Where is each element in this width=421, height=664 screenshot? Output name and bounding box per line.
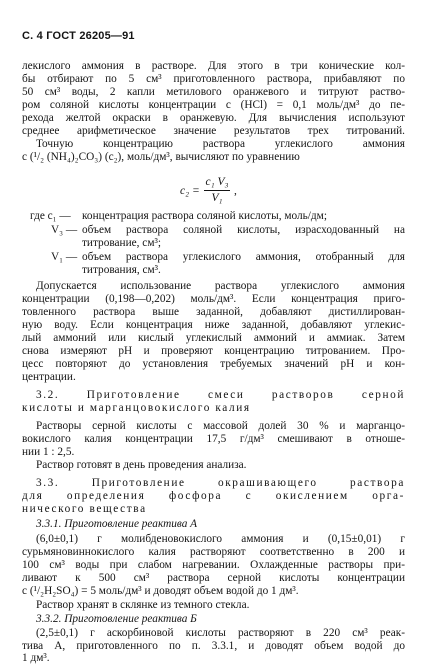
section-heading-3-2: 3.2. Приготовление смеси растворов серной <box>36 389 405 401</box>
page-header: С. 4 ГОСТ 26205—91 <box>22 30 135 42</box>
definition-label: V₃ — <box>51 224 78 236</box>
definition-label: где c₁ — <box>30 210 71 222</box>
definition-text: концентрация раствора соляной кислоты, моль/дм; <box>82 210 327 222</box>
text-line: рехода желтой окраски в оранжевую. Для вычисления используют <box>22 112 405 124</box>
text-line: вокислого калия концентрации 17,5 г/дм³ смешивают в отноше- <box>22 433 405 445</box>
definition-label: V₁ — <box>51 251 78 263</box>
text-line: ром соляной кислоты концентрации c (HCl) = 0,1 моль/дм³ до пе- <box>22 99 405 111</box>
section-heading-3-3: нического вещества <box>22 503 147 515</box>
text-line: тива А, приготовленного по п. 3.3.1, и доводят объем водой до <box>22 640 405 652</box>
subsection-heading-3-3-2: 3.3.2. Приготовление реактива Б <box>36 613 197 625</box>
section-heading-3-3: 3.3. Приготовление окрашивающего раствора <box>36 477 405 489</box>
text-line: нии 1 : 2,5. <box>22 446 75 458</box>
text-line: среднее арифметическое значение результатов трех титрований. <box>22 125 405 137</box>
text-line: c (¹/₂H₂SO₄) = 5 моль/дм³ и доводят объем водой до 1 дм³. <box>22 585 299 597</box>
text-line: Раствор готовят в день проведения анализа. <box>36 459 247 471</box>
section-heading-3-2: кислоты и марганцовокислого калия <box>22 402 251 414</box>
fraction-bar <box>204 190 230 191</box>
equation-fraction <box>204 176 230 205</box>
text-line: ливают к 500 см³ раствора серной кислоты концентрации <box>22 572 405 584</box>
equation-comma: , <box>234 185 237 197</box>
text-line: (2,5±0,1) г аскорбиновой кислоты растворяют в 220 см³ реак- <box>36 627 405 639</box>
text-line: товленного раствора выше заданной, добавляют дистиллирован- <box>22 306 405 318</box>
text-line: c (¹/₂ (NH₄)₂CO₃) (c₂), моль/дм³, вычисляют по уравнению <box>22 151 300 163</box>
definition-text: титрования, см³. <box>82 264 161 276</box>
text-line: бы отбирают по 5 см³ приготовленного раствора, прибавляют по <box>22 73 405 85</box>
text-line: центрации. <box>22 371 76 383</box>
text-line: снова измеряют pH и проверяют концентрацию титрованием. Про- <box>22 345 405 357</box>
definition-text: объем раствора углекислого аммония, отобранный для <box>82 251 405 263</box>
text-line: лый аммоний или кислый углекислый аммоний и аммиак. Затем <box>22 332 405 344</box>
text-line: концентрации (0,198—0,202) моль/дм³. Если концентрация приго- <box>22 293 405 305</box>
text-line: Растворы серной кислоты с массовой долей 30 % и марганцо- <box>36 420 405 432</box>
text-line: Раствор хранят в склянке из темного стекла. <box>36 599 250 611</box>
text-line: 100 см³ воды при слабом нагревании. Охлажденные растворы при- <box>22 559 405 571</box>
text-line: 50 см³ воды, 2 капли метилового оранжевого и титруют раство- <box>22 86 405 98</box>
text-line: 1 дм³. <box>22 652 50 664</box>
text-line: Точную концентрацию раствора углекислого аммония <box>36 138 405 150</box>
text-line: (6,0±0,1) г молибденовокислого аммония и (0,15±0,01) г <box>36 533 405 545</box>
subsection-heading-3-3-1: 3.3.1. Приготовление реактива А <box>36 518 198 530</box>
text-line: ную воду. Если концентрация ниже заданной, добавляют углекис- <box>22 319 405 331</box>
equation-denominator: V₁ <box>211 192 223 204</box>
definition-text: объем раствора соляной кислоты, израсходованный на <box>82 224 405 236</box>
text-line: цесс повторяют до установления требуемых значений pH и кон- <box>22 358 405 370</box>
section-heading-3-3: для определения фосфора с окислением орга- <box>22 490 405 502</box>
text-line: лекислого аммония в растворе. Для этого в три конические кол- <box>22 60 405 72</box>
equation <box>180 176 270 206</box>
text-line: Допускается использование раствора углекислого аммония <box>36 280 405 292</box>
equation-lhs: c₂ = <box>180 185 200 197</box>
text-line: сурьмяновиннокислого калия растворяют соответственно в 200 и <box>22 546 405 558</box>
definition-text: титрование, см³; <box>82 237 161 249</box>
equation-numerator: c₁ V₃ <box>205 176 229 188</box>
